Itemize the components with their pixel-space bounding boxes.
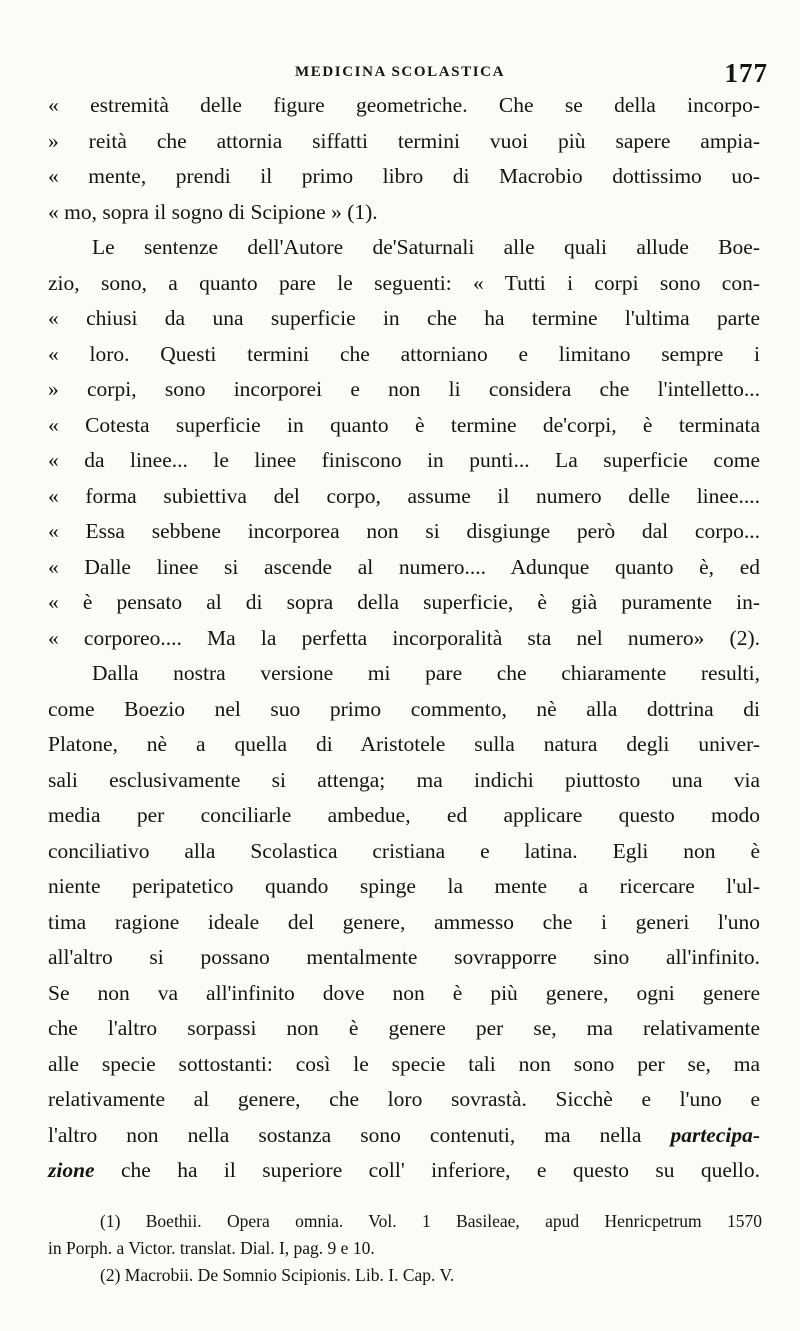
text-line: come Boezio nel suo primo commento, nè alla dottrina di: [48, 696, 760, 721]
text-line: sali esclusivamente si attenga; ma indichi piuttosto una via: [48, 767, 760, 792]
text-line: che l'altro sorpassi non è genere per se, ma relativamente: [48, 1016, 760, 1040]
text-line: « chiusi da una superficie in che ha termine l'ultima parte: [48, 306, 760, 330]
text-line-with-italic: [48, 1153, 760, 1189]
footnotes: [48, 1208, 762, 1289]
page-number: 177: [724, 58, 768, 88]
text-line: « corporeo.... Ma la perfetta incorporalità sta nel numero» (2).: [48, 625, 760, 650]
text-line: » reità che attornia siffatti termini vuoi più sapere ampia-: [48, 128, 760, 153]
text-line: « estremità delle figure geometriche. Che se della incorpo-: [48, 93, 760, 117]
text-line: Se non va all'infinito dove non è più genere, ogni genere: [48, 980, 760, 1005]
text-line: « Cotesta superficie in quanto è termine de'corpi, è terminata: [48, 412, 760, 437]
text-line: alle specie sottostanti: così le specie tali non sono per se, ma: [48, 1051, 760, 1076]
text-line: Le sentenze dell'Autore de'Saturnali alle quali allude Boe-: [92, 235, 760, 259]
text-line: Dalla nostra versione mi pare che chiaramente resulti,: [92, 661, 760, 685]
footnote-continuation: in Porph. a Victor. translat. Dial. I, pag. 9 e 10.: [48, 1238, 375, 1258]
text-line: « da linee... le linee finiscono in punti... La superficie come: [48, 448, 760, 472]
body-text: [48, 88, 760, 1189]
text-line: » corpi, sono incorporei e non li considera che l'intelletto...: [48, 377, 760, 401]
text-line: relativamente al genere, che loro sovrastà. Sicchè e l'uno e: [48, 1087, 760, 1111]
text-line: Platone, nè a quella di Aristotele sulla natura degli univer-: [48, 732, 760, 756]
text-line: zio, sono, a quanto pare le seguenti: « Tutti i corpi sono con-: [48, 270, 760, 295]
footnote: (1) Boethii. Opera omnia. Vol. 1 Basileae, apud Henricpetrum 1570: [100, 1211, 762, 1231]
italic-word: partecipa-: [670, 1122, 761, 1147]
running-title: MEDICINA SCOLASTICA: [294, 64, 506, 80]
text-line: conciliativo alla Scolastica cristiana e latina. Egli non è: [48, 838, 760, 863]
text-fragment: l'altro non nella sostanza sono contenuti, ma nella: [48, 1122, 642, 1147]
text-line: « Essa sebbene incorporea non si disgiunge però dal corpo...: [48, 519, 760, 543]
text-line: tima ragione ideale del genere, ammesso che i generi l'uno: [48, 909, 760, 934]
text-fragment: che ha il superiore coll' inferiore, e questo su quello.: [121, 1158, 761, 1182]
text-line: niente peripatetico quando spinge la mente a ricercare l'ul-: [48, 874, 760, 898]
footnote: (2) Macrobii. De Somnio Scipionis. Lib. I. Cap. V.: [100, 1265, 455, 1285]
text-line: « Dalle linee si ascende al numero.... Adunque quanto è, ed: [48, 554, 760, 579]
text-line: media per conciliarle ambedue, ed applicare questo modo: [48, 803, 760, 827]
text-line: « loro. Questi termini che attorniano e limitano sempre i: [48, 341, 760, 366]
text-line: all'altro si possano mentalmente sovrapporre sino all'infinito.: [48, 945, 760, 969]
text-line-with-italic: [48, 1118, 760, 1154]
text-line: « forma subiettiva del corpo, assume il numero delle linee....: [48, 483, 760, 508]
text-line: « è pensato al di sopra della superficie, è già puramente in-: [48, 590, 760, 614]
italic-word: zione: [48, 1158, 95, 1182]
text-line: « mo, sopra il sogno di Scipione » (1).: [48, 199, 378, 224]
text-line: « mente, prendi il primo libro di Macrobio dottissimo uo-: [48, 164, 760, 188]
